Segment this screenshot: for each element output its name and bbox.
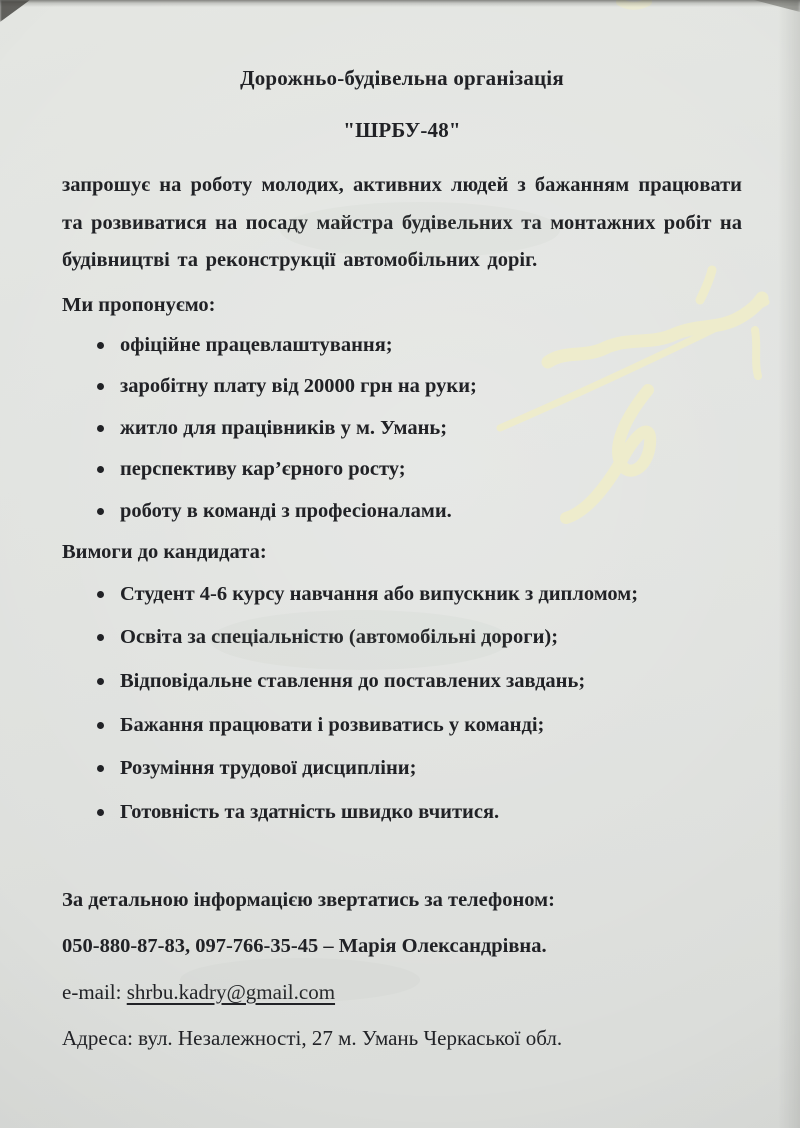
list-item: роботу в команді з професіоналами. bbox=[95, 499, 742, 525]
list-item: Освіта за спеціальністю (автомобільні дороги); bbox=[95, 625, 742, 651]
list-item: Студент 4-6 курсу навчання або випускник з дипломом; bbox=[95, 582, 742, 608]
organization-title: Дорожньо-будівельна організація bbox=[240, 66, 564, 90]
organization-name: "ШРБУ-48" bbox=[343, 118, 461, 142]
list-item: Готовність та здатність швидко вчитися. bbox=[95, 800, 742, 826]
list-item: Розуміння трудової дисципліни; bbox=[95, 756, 742, 782]
list-item: Бажання працювати і розвиватись у команді; bbox=[95, 713, 742, 739]
list-item: житло для працівників у м. Умань; bbox=[95, 416, 742, 442]
list-item: Відповідальне ставлення до поставлених завдань; bbox=[95, 669, 742, 695]
list-item: перспективу кар’єрного росту; bbox=[95, 457, 742, 483]
email-label: e-mail: bbox=[62, 979, 127, 1004]
email-address: shrbu.kadry@gmail.com bbox=[126, 979, 336, 1004]
list-item: офіційне працевлаштування; bbox=[95, 333, 742, 359]
requirements-list bbox=[62, 582, 742, 826]
email-line bbox=[62, 979, 742, 1006]
list-item: заробітну плату від 20000 грн на руки; bbox=[95, 374, 742, 400]
address-line: Адреса: вул. Незалежності, 27 м. Умань Черкаської обл. bbox=[62, 1025, 563, 1050]
phone-intro: За детальною інформацією звертатись за телефоном: bbox=[62, 889, 555, 912]
contacts-block bbox=[62, 887, 742, 1052]
requirements-heading: Вимоги до кандидата: bbox=[62, 540, 267, 563]
offer-heading: Ми пропонуємо: bbox=[62, 293, 216, 316]
phone-numbers: 050-880-87-83, 097-766-35-45 – Марія Олександрівна. bbox=[62, 935, 547, 958]
intro-paragraph: запрошує на роботу молодих, активних людей з бажанням працювати та розвиватися на посаду майстра будівельних та монтажних робіт на будівництві та реконструкції автомобільних доріг. bbox=[62, 174, 742, 271]
offer-list bbox=[62, 333, 742, 525]
